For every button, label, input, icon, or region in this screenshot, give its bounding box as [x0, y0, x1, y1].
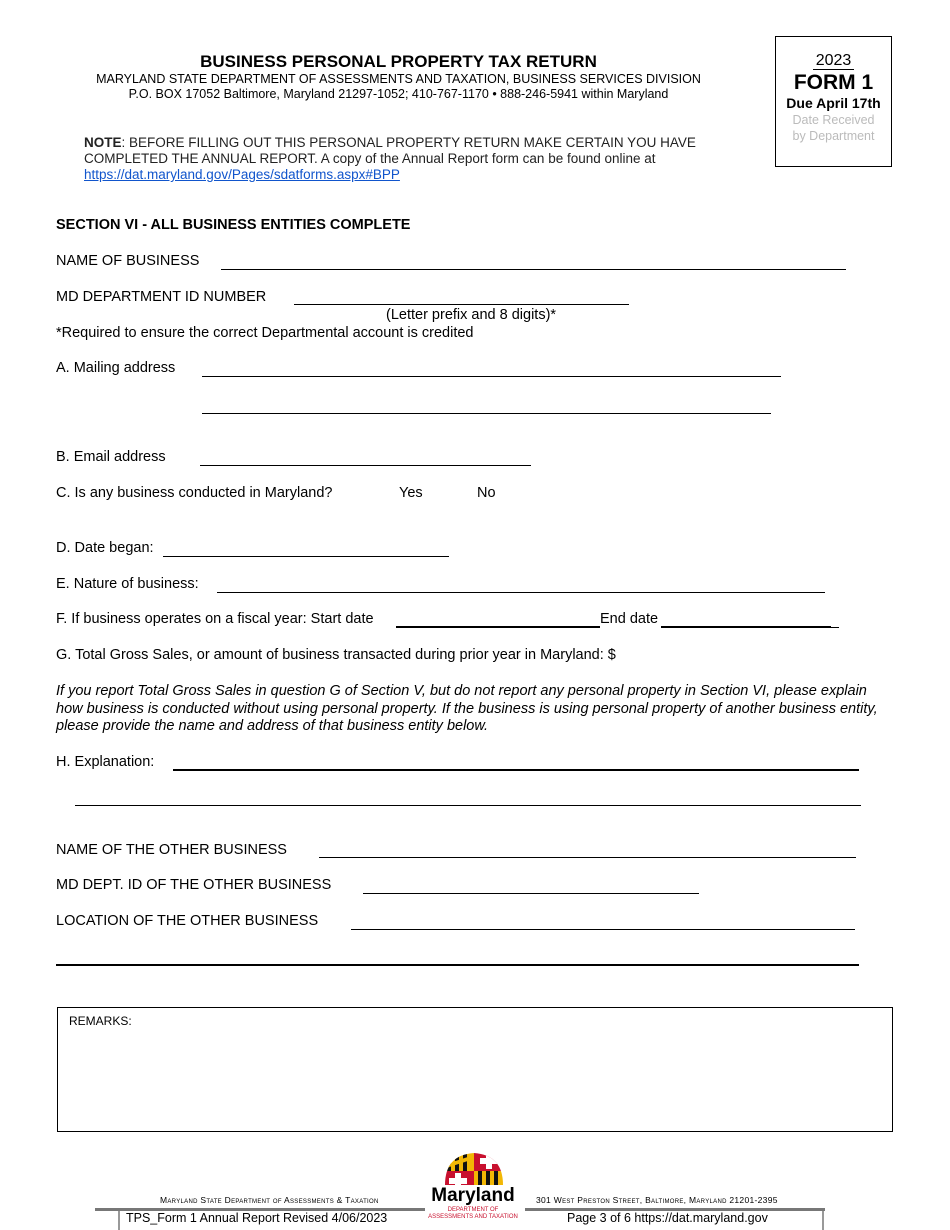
by-department-label: by Department [792, 129, 875, 143]
nature-field[interactable] [217, 592, 825, 593]
yes-option[interactable]: Yes [399, 485, 423, 501]
note-label: NOTE [84, 135, 122, 150]
fiscal-end-field[interactable] [661, 626, 831, 628]
form-id-box [775, 36, 892, 167]
remarks-label: REMARKS: [69, 1014, 132, 1028]
name-of-business-label: NAME OF BUSINESS [56, 253, 200, 269]
other-business-name-field[interactable] [319, 857, 856, 858]
nature-label: E. Nature of business: [56, 576, 199, 592]
agency-address: P.O. BOX 17052 Baltimore, Maryland 21297-1052; 410-767-1170 • 888-246-5941 within Maryland [128, 87, 669, 101]
other-business-name-label: NAME OF THE OTHER BUSINESS [56, 842, 287, 858]
name-of-business-field[interactable] [221, 269, 846, 270]
footer-logo-sub2: ASSESSMENTS AND TAXATION [428, 1214, 518, 1220]
footer-logo-word: Maryland [431, 1185, 515, 1206]
due-date: Due April 17th [786, 95, 881, 111]
required-note: *Required to ensure the correct Departmental account is credited [56, 325, 474, 341]
section-heading: SECTION VI - ALL BUSINESS ENTITIES COMPLETE [56, 217, 411, 233]
note-text: : BEFORE FILLING OUT THIS PERSONAL PROPERTY RETURN MAKE CERTAIN YOU HAVE COMPLETED THE ANNUAL REPORT. A copy of the Annual Report form can be found online at [84, 135, 696, 166]
footer-street: 301 West Preston Street, Baltimore, Maryland 21201-2395 [536, 1195, 778, 1205]
md-id-hint: (Letter prefix and 8 digits)* [386, 307, 557, 323]
email-field[interactable] [200, 465, 531, 466]
md-id-field[interactable] [294, 304, 629, 305]
date-began-field[interactable] [163, 556, 449, 557]
fiscal-end-tail [831, 627, 839, 628]
explanation-line-1[interactable] [173, 769, 859, 771]
agency-name: MARYLAND STATE DEPARTMENT OF ASSESSMENTS AND TAXATION, BUSINESS SERVICES DIVISION [96, 72, 701, 86]
other-business-id-field[interactable] [363, 893, 699, 894]
remarks-box[interactable] [57, 1007, 893, 1132]
footer-right-bracket [822, 1211, 824, 1230]
date-began-label: D. Date began: [56, 540, 154, 556]
conducted-question: C. Is any business conducted in Maryland? [56, 485, 333, 501]
form-year: 2023 [813, 52, 855, 70]
other-business-id-label: MD DEPT. ID OF THE OTHER BUSINESS [56, 877, 332, 893]
gross-sales-label: G. Total Gross Sales, or amount of business transacted during prior year in Maryland: $ [56, 647, 616, 663]
mailing-address-line-2[interactable] [202, 413, 771, 414]
md-id-label: MD DEPARTMENT ID NUMBER [56, 289, 267, 305]
footer-revision: TPS_Form 1 Annual Report Revised 4/06/2023 [126, 1211, 388, 1225]
email-label: B. Email address [56, 449, 166, 465]
other-business-location-field[interactable] [351, 929, 855, 930]
no-option[interactable]: No [477, 485, 496, 501]
explanation-line-2[interactable] [75, 805, 861, 806]
footer-agency: Maryland State Department of Assessments & Taxation [160, 1195, 379, 1205]
footer-left-bracket [118, 1211, 120, 1230]
mailing-address-label: A. Mailing address [56, 360, 176, 376]
footer-logo-sub1: DEPARTMENT OF [447, 1207, 499, 1213]
mailing-address-line-1[interactable] [202, 376, 781, 377]
explanation-label: H. Explanation: [56, 754, 155, 770]
annual-report-link[interactable]: https://dat.maryland.gov/Pages/sdatforms.aspx#BPP [84, 167, 400, 182]
date-received-label: Date Received [792, 113, 875, 127]
fiscal-start-label: F. If business operates on a fiscal year: Start date [56, 611, 374, 627]
fiscal-end-label: End date [600, 611, 659, 627]
note-block [84, 135, 744, 183]
other-business-location-line-2[interactable] [56, 964, 859, 966]
instructions-text: If you report Total Gross Sales in question G of Section V, but do not report any personal property in Section VI, please explain how business is conducted without using personal property. If the business is using personal property of another business entity, please provide the name and address of that business entity below. [56, 683, 878, 734]
form-title: BUSINESS PERSONAL PROPERTY TAX RETURN [200, 52, 597, 71]
other-business-location-label: LOCATION OF THE OTHER BUSINESS [56, 913, 319, 929]
footer-page-info: Page 3 of 6 https://dat.maryland.gov [567, 1211, 768, 1225]
fiscal-start-field[interactable] [396, 626, 600, 628]
form-number: FORM 1 [793, 71, 874, 94]
